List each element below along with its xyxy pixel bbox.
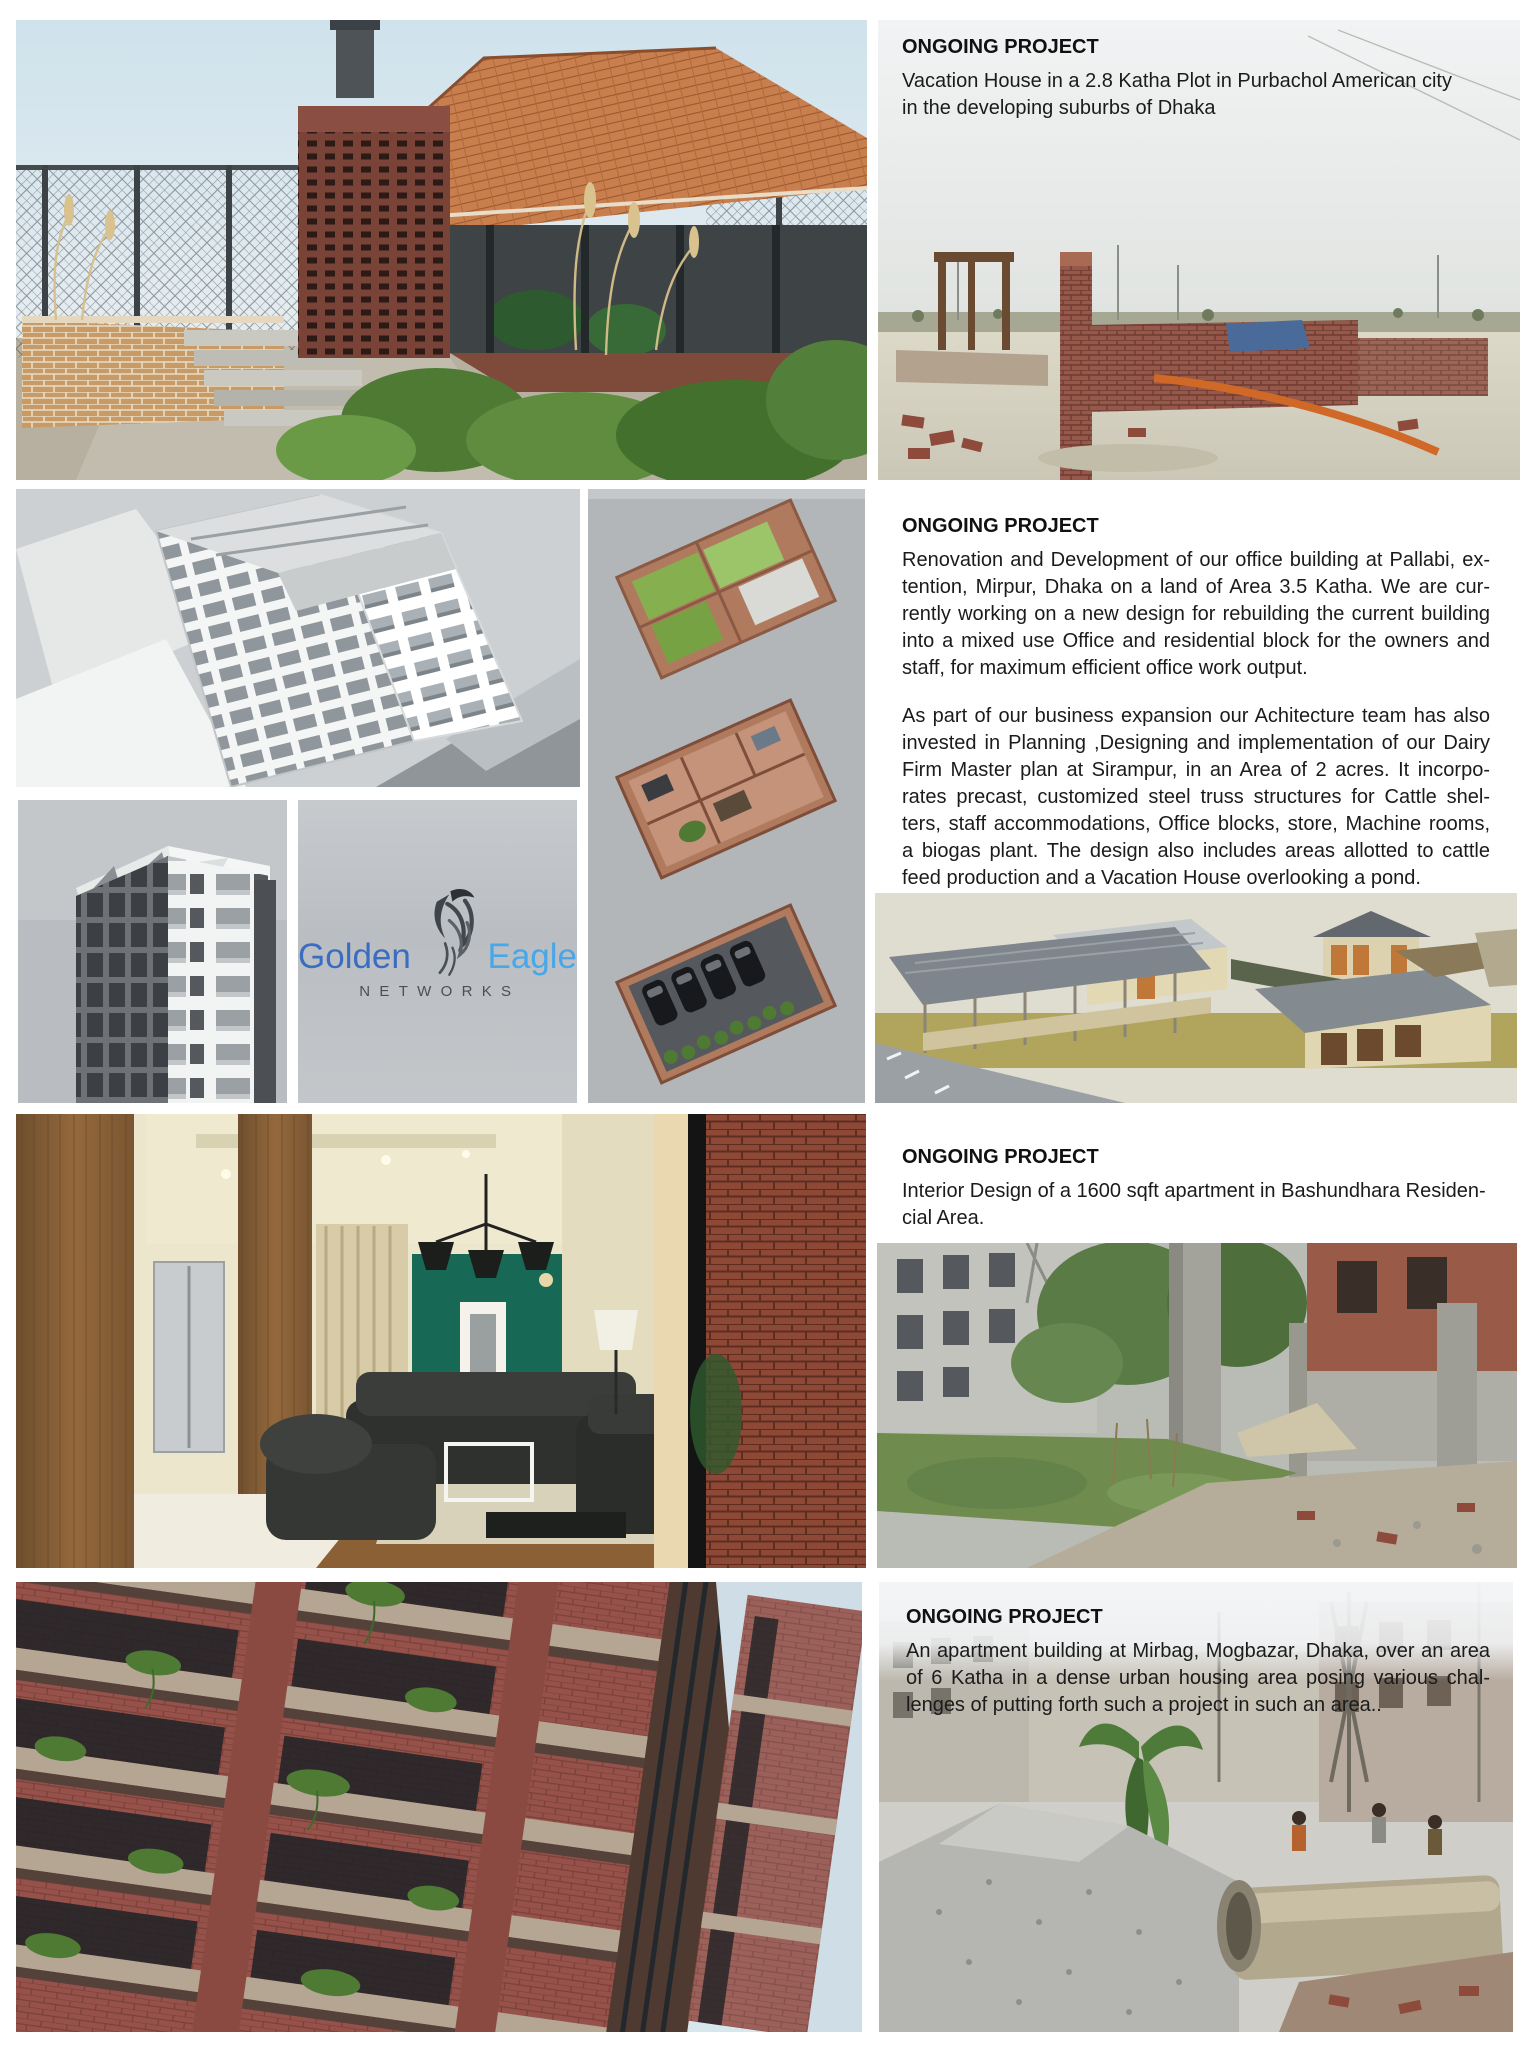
project-3-description (902, 1178, 1502, 1232)
project-2-paragraph-1 (902, 547, 1490, 682)
gray-building-render-image (18, 800, 287, 1103)
text-line: feed production and a Vacation House overlooking a pond. (902, 867, 1421, 889)
golden-eagle-logo-tile (298, 800, 577, 1103)
text-line: Renovation and Development of our office building at Pallabi, ex- (902, 549, 1490, 571)
text-line: Interior Design of a 1600 sqft apartment in Bashundhara Residen- (902, 1180, 1486, 1202)
text-line: staff, for maximum efficient office work output. (902, 657, 1308, 679)
text-line: cial Area. (902, 1207, 985, 1229)
project-3-label: ONGOING PROJECT (902, 1146, 1099, 1168)
text-line: ters, staff accommodations, Office blocks, store, Machine rooms, (902, 813, 1490, 835)
project-3-text (902, 1144, 1502, 1232)
mirbag-apartment-render-image (16, 1582, 862, 2032)
text-line: lenges of putting forth such a project in such an area.. (906, 1694, 1382, 1716)
logo-networks-label: NETWORKS (359, 982, 521, 1000)
text-line: in the developing suburbs of Dhaka (902, 97, 1216, 119)
project-4-text (906, 1604, 1490, 1719)
project-1-label: ONGOING PROJECT (902, 36, 1099, 58)
text-line: invested in Planning ,Designing and implementation of our Dairy (902, 732, 1490, 754)
golden-eagle-logo (298, 884, 577, 1000)
white-tower-render-image (16, 489, 580, 787)
project-4-description (906, 1638, 1490, 1719)
text-line: As part of our business expansion our Achitecture team has also (902, 705, 1490, 727)
text-line: tention, Mirpur, Dhaka on a land of Area 3.5 Katha. We are cur- (902, 576, 1490, 598)
interior-render-image (16, 1114, 866, 1568)
text-line: An apartment building at Mirbag, Mogbazar, Dhaka, over an area (906, 1640, 1490, 1662)
project-2-text (902, 513, 1490, 892)
project-1-description (902, 68, 1502, 122)
text-line: of 6 Katha in a dense urban housing area posing various chal- (906, 1667, 1490, 1689)
project-4-label: ONGOING PROJECT (906, 1606, 1103, 1628)
project-2-label: ONGOING PROJECT (902, 515, 1099, 537)
project-1-text (902, 34, 1502, 122)
floor-plan-renders-image (588, 489, 865, 1103)
logo-word-golden: Golden (298, 936, 411, 976)
text-line: a biogas plant. The design also includes areas allotted to cattle (902, 840, 1490, 862)
text-line: Vacation House in a 2.8 Katha Plot in Purbachol American city (902, 70, 1452, 92)
logo-word-eagle: Eagle (487, 936, 577, 976)
bashundhara-site-photo (877, 1243, 1517, 1568)
text-line: into a mixed use Office and residential block for the owners and (902, 630, 1490, 652)
vacation-house-render-image (16, 20, 867, 480)
text-line: Firm Master plan at Sirampur, in an Area of 2 acres. It incorpo- (902, 759, 1490, 781)
text-line: rates precast, customized steel truss structures for Cattle shel- (902, 786, 1490, 808)
eagle-logo-icon (418, 884, 481, 978)
dairy-farm-render-image (875, 893, 1517, 1103)
text-line: rently working on a new design for rebuilding the current building (902, 603, 1490, 625)
project-2-paragraph-2 (902, 703, 1490, 892)
